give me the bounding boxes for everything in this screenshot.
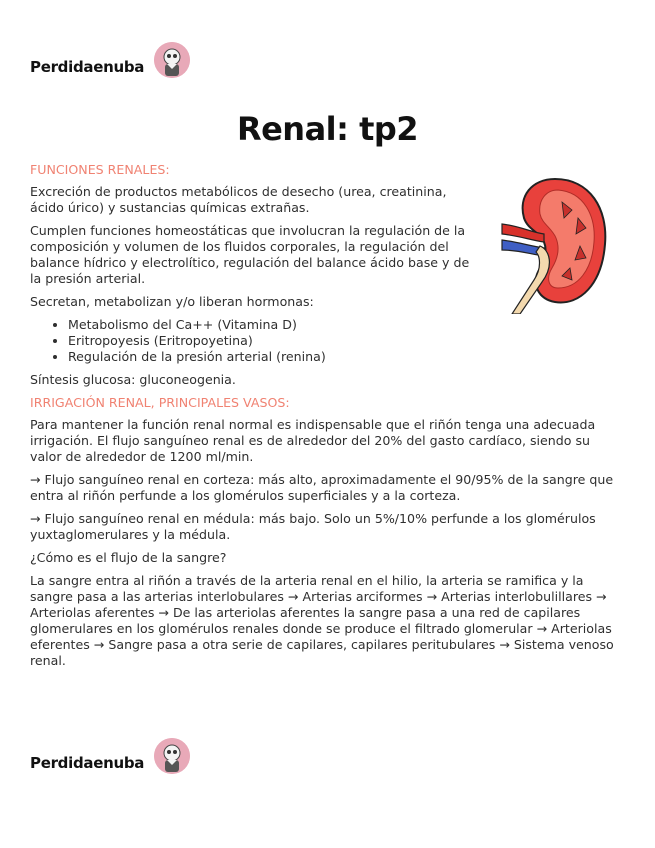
list-item: • Regulación de la presión arterial (renina) [68, 349, 625, 365]
paragraph: ¿Cómo es el flujo de la sangre? [30, 550, 227, 565]
hormones-list [30, 317, 625, 365]
paragraph: Secretan, metabolizan y/o liberan hormonas: [30, 294, 314, 309]
paragraph: → Flujo sanguíneo renal en médula: más bajo. Solo un 5%/10% perfunde a los glomérulos yuxtaglomerulares y la médula. [30, 511, 596, 542]
avatar [154, 738, 190, 774]
document-body [30, 162, 625, 676]
brand-name: Perdidaenuba [30, 754, 145, 772]
section-heading-funciones: FUNCIONES RENALES: [30, 162, 170, 177]
paragraph: → Flujo sanguíneo renal en corteza: más alto, aproximadamente el 90/95% de la sangre que entra al riñón perfunde a los glomérulos superficiales y a la corteza. [30, 472, 614, 503]
skull-avatar-icon [154, 738, 190, 774]
skull-avatar-icon [154, 42, 190, 78]
page-title: Renal: tp2 [236, 110, 419, 148]
paragraph: La sangre entra al riñón a través de la arteria renal en el hilio, la arteria se ramifica y la sangre pasa a las arterias interlobulares → Arterias arciformes → Arterias interlobulillares → Arteriolas aferentes → De las arteriolas aferentes la sangre pasa a una red de capilares glomerulares en los glomérulos renales donde se produce el filtrado glomerular → Arteriolas eferentes → Sangre pasa a otra serie de capilares, capilares peritubulares → Sistema venoso renal. [30, 573, 614, 668]
paragraph: Cumplen funciones homeostáticas que involucran la regulación de la composición y volumen de los fluidos corporales, la regulación del balance hídrico y electrolítico, regulación del balance ácido base y de la presión arterial. [30, 223, 470, 286]
section-heading-irrigacion: IRRIGACIÓN RENAL, PRINCIPALES VASOS: [30, 395, 290, 410]
list-item: • Eritropoyesis (Eritropoyetina) [68, 333, 625, 349]
list-item: • Metabolismo del Ca++ (Vitamina D) [68, 317, 625, 333]
avatar [154, 42, 190, 78]
footer-brand [30, 752, 190, 774]
paragraph: Excreción de productos metabólicos de desecho (urea, creatinina, ácido úrico) y sustancias químicas extrañas. [30, 184, 447, 215]
header-brand [30, 56, 190, 78]
paragraph: Para mantener la función renal normal es indispensable que el riñón tenga una adecuada irrigación. El flujo sanguíneo renal es de alrededor del 20% del gasto cardíaco, siendo su valor de alrededor de 1200 ml/min. [30, 417, 596, 464]
paragraph: Síntesis glucosa: gluconeogenia. [30, 372, 236, 387]
brand-name: Perdidaenuba [30, 58, 145, 76]
